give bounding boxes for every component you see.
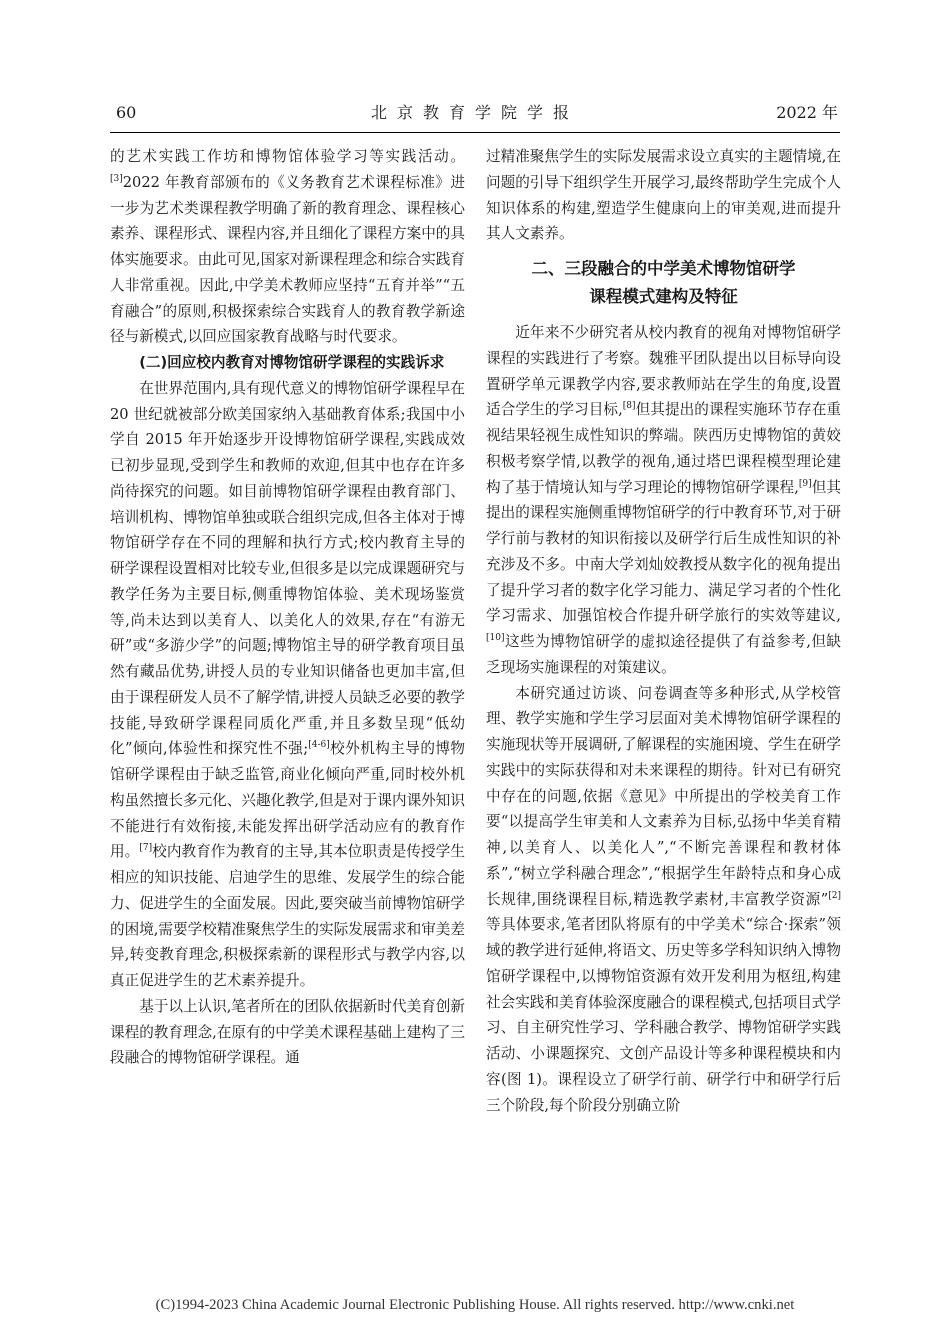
citation: [4-6]: [308, 740, 330, 751]
paragraph: [110, 376, 465, 994]
text: 这些为博物馆研学的虚拟途径提供了有益参考,但缺乏现场实施课程的对策建议。: [486, 633, 841, 676]
section-heading: [486, 255, 841, 311]
left-column: [110, 144, 465, 1071]
citation: [9]: [798, 478, 812, 489]
text: 等具体要求,笔者团队将原有的中学美术“综合·探索”领域的教学进行延伸,将语文、历史等多学科知识纳入博物馆研学课程中,以博物馆资源有效开发利用为枢纽,构建社会实践和美育体验深度融合的课程模式,包括项目式学习、自主研究性学习、学科融合教学、博物馆研学实践活动、小课题探究、文创产品设计等多种课程模块和内容(图 1)。课程设立了研学行前、研学行中和研学行后三个阶段,每个阶段分别确立阶: [486, 916, 841, 1114]
text: 但其提出的课程实施侧重博物馆研学的行中教育环节,对于研学行前与教材的知识衔接以及研学行后生成性知识的补充涉及不多。中南大学刘灿姣教授从数字化的视角提出了提升学习者的数字化学习能力、满足学习者的个性化学习需求、加强馆校合作提升研学旅行的实效等建议,: [486, 478, 841, 625]
header-rule: [110, 132, 840, 133]
citation: [3]: [110, 173, 123, 184]
copyright-footer: (C)1994-2023 China Academic Journal Electronic Publishing House. All rights reserved. http://www.cnki.net: [155, 1297, 795, 1313]
text: 近年来不少研究者从校内教育的视角对博物馆研学课程的实践进行了考察。魏雅平团队提出以目标导向设置研学单元课教学内容,要求教师站在学生的角度,设置适合学生的学习目标,: [486, 324, 841, 419]
citation: [2]: [828, 890, 841, 901]
paragraph: 基于以上认识,笔者所在的团队依据新时代美育创新课程的教育理念,在原有的中学美术课程基础上建构了三段融合的博物馆研学课程。通: [110, 997, 465, 1067]
right-column: [486, 144, 841, 1118]
citation: [10]: [486, 633, 505, 644]
text: 校外机构主导的博物馆研学课程由于缺乏监管,商业化倾向严重,同时校外机构虽然擅长多元化、兴趣化教学,但是对于课内课外知识不能进行有效衔接,未能发挥出研学活动应有的教育作用。: [110, 740, 465, 861]
paragraph: [110, 144, 465, 350]
text: 本研究通过访谈、问卷调查等多种形式,从学校管理、教学实施和学生学习层面对美术博物馆研学课程的实施现状等开展调研,了解课程的实施困境、学生在研学实践中的实际获得和对未来课程的期待。针对已有研究中存在的问题,依据《意见》中所提出的学校美育工作要“以提高学生审美和人文素养为目标,弘扬中华美育精神,以美育人、以美化人”,“不断完善课程和教材体系”,“树立学科融合理念”,“根据学生年龄特点和身心成长规律,围绕课程目标,精选教学素材,丰富教学资源”: [486, 684, 841, 908]
text: 校内教育作为教育的主导,其本位职责是传授学生相应的知识技能、启迪学生的思维、发展学生的综合能力、促进学生的全面发展。因此,要突破当前博物馆研学的困境,需要学校精准聚焦学生的实际发展需求和审美差异,转变教育理念,积极探索新的课程形式与教学内容,以真正促进学生的艺术素养提升。: [110, 843, 465, 989]
journal-title: 北京教育学院学报: [370, 103, 579, 122]
publication-year: 2022 年: [776, 103, 838, 122]
paragraph: [486, 320, 841, 681]
citation: [8]: [622, 401, 636, 412]
text: 的艺术实践工作坊和博物馆体验学习等实践活动。: [110, 148, 465, 165]
paragraph: [486, 681, 841, 1119]
section-heading-line: 二、三段融合的中学美术博物馆研学: [531, 259, 796, 278]
citation: [7]: [139, 843, 153, 854]
text: 2022 年教育部颁布的《义务教育艺术课程标准》进一步为艺术类课程教学明确了新的教育理念、课程核心素养、课程形式、课程内容,并且细化了课程方案中的具体实施要求。由此可见,国家对新课程理念和综合实践育人非常重视。因此,中学美术教师应坚持“五育并举”“五育融合”的原则,积极探索综合实践育人的教育教学新途径与新模式,以回应国家教育战略与时代要求。: [110, 173, 465, 346]
paragraph: 过精准聚焦学生的实际发展需求设立真实的主题情境,在问题的引导下组织学生开展学习,最终帮助学生完成个人知识体系的构建,塑造学生健康向上的审美观,进而提升其人文素养。: [486, 148, 841, 243]
subsection-heading: (二)回应校内教育对博物馆研学课程的实践诉求: [139, 354, 445, 371]
section-heading-line: 课程模式建构及特征: [589, 287, 738, 306]
text: 但其提出的课程实施环节存在重视结果轻视生成性知识的弊端。陕西历史博物馆的黄姣积极考察学情,以教学的视角,通过塔巴课程模型理论建构了基于情境认知与学习理论的博物馆研学课程,: [486, 401, 841, 496]
text: 在世界范围内,具有现代意义的博物馆研学课程早在 20 世纪就被部分欧美国家纳入基础教育体系;我国中小学自 2015 年开始逐步开设博物馆研学课程,实践成效已初步显现,受到学生和教师的欢迎,但其中也存在许多尚待探究的问题。如目前博物馆研学课程由教育部门、培训机构、博物馆单独或联合组织完成,但各主体对于博物馆研学存在不同的理解和执行方式;校内教育主导的研学课程设置相对比较专业,但很多是以完成课题研究与教学任务为主要目标,侧重博物馆体验、美术现场鉴赏等,尚未达到以美育人、以美化人的效果,存在“有游无研”或“多游少学”的问题;博物馆主导的研学教育项目虽然有藏品优势,讲授人员的专业知识储备也更加丰富,但由于课程研发人员不了解学情,讲授人员缺乏必要的教学技能,导致研学课程同质化严重,并且多数呈现“低幼化”倾向,体验性和探究性不强;: [110, 379, 465, 758]
running-header: [110, 101, 840, 129]
page-number: 60: [116, 103, 137, 122]
